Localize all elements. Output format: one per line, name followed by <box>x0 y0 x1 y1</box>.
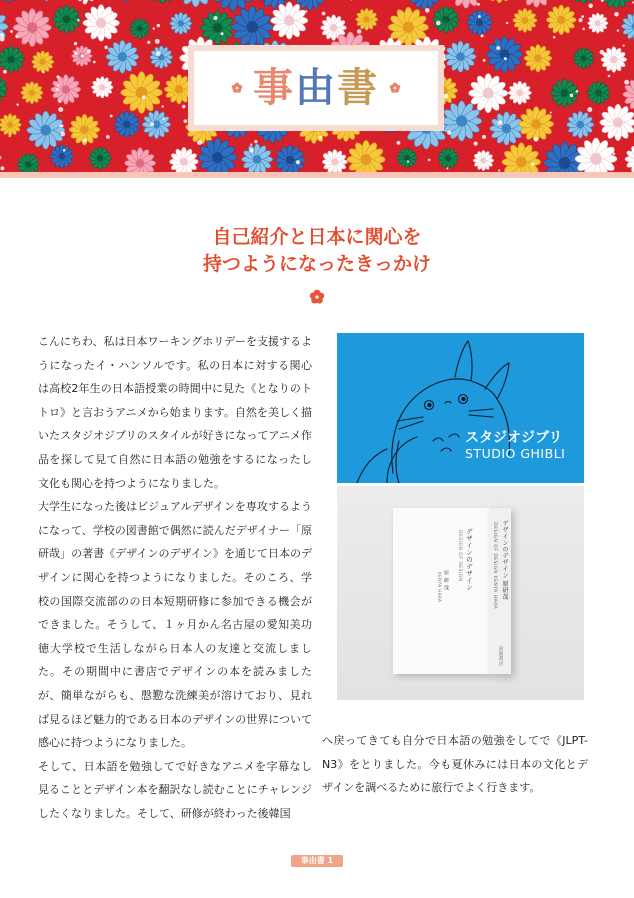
book-cover <box>393 508 489 674</box>
plum-blossom-icon <box>389 82 401 94</box>
section-heading <box>0 224 634 278</box>
title-char-3: 書 <box>337 65 379 111</box>
book-spine <box>489 508 511 674</box>
title-char-1: 事 <box>253 65 295 111</box>
book-subtitle: DESIGN OF DESIGN <box>457 530 462 582</box>
book-spine-subtitle: DESIGN OF DESIGN KENYA HARA <box>492 522 497 610</box>
book-author: 原 研 哉 <box>443 570 449 591</box>
book-author-english: KENYA HARA <box>437 572 442 603</box>
ghibli-logo-english: STUDIO GHIBLI <box>465 446 566 461</box>
body-text-right <box>322 729 588 800</box>
plum-blossom-icon <box>231 82 243 94</box>
paragraph-university: 大学生になった後はビジュアルデザインを専攻するようになって、学校の図書館で偶然に読んだデザイナー「原研哉」の著書《デザインのデザイン》を通じて日本のデザインに関心を持つようになりました。そのころ、学校の国際交流部のの日本短期研修に参加できる機会ができました。そうして、１ヶ月かん名古屋の愛知美功徳大学校で生活しながら日本人の友達と交流しました。その期間中に書店でデザインの本を読みましたが、簡単ながらも、慇懃な洗練美が溶けており、見れば見るほど魅力的である日本のデザインの世界について感心に持つようになりました。 <box>38 500 313 750</box>
page-number-badge: 事由書 1 <box>291 855 343 867</box>
book-publisher: 岩波書店 <box>498 646 503 666</box>
paragraph-challenge: そして、日本語を勉強してで好きなアニメを字幕なし見ることとデザイン本を翻訳なし読むことにチャレンジしたくなりました。そして、研修が終わった後韓国 <box>38 759 312 820</box>
ghibli-logo-japanese: スタジオジブリ <box>465 430 563 446</box>
book-spine-title: デザインのデザイン 原研哉 <box>501 520 508 601</box>
paragraph-intro: こんにちわ、私は日本ワーキングホリデーを支援するようになったイ・ハンソルです。私の日本に対する関心は高校2年生の日本語授業の時間中に見た《となりのトトロ》と言おうアニメから始まります。自然を美しく描いたスタジオジブリのスタイルが好きになってアニメ作品を探して見て自然に日本語の勉強をするになったし文化も関心を持つようになりました。 <box>38 335 313 490</box>
paragraph-challenge-continued: へ戻ってきても自分で日本語の勉強をしてで《JLPT-N3》をとりました。今も夏休みには日本の文化とデザインを調べるために旅行でよく行きます。 <box>322 734 588 795</box>
body-text-left <box>38 330 312 825</box>
heading-line-1: 自己紹介と日本に関心を <box>212 226 422 248</box>
page-title <box>253 65 379 111</box>
book-photo-design-of-design <box>337 486 584 700</box>
book-title: デザインのデザイン <box>465 528 473 591</box>
banner-divider <box>0 172 634 178</box>
studio-ghibli-image <box>337 333 584 483</box>
title-inner <box>194 51 438 125</box>
heading-line-2: 持つようになったきっかけ <box>202 253 431 275</box>
plum-blossom-icon <box>309 289 325 305</box>
title-char-2: 由 <box>295 65 337 111</box>
title-box <box>188 45 444 131</box>
